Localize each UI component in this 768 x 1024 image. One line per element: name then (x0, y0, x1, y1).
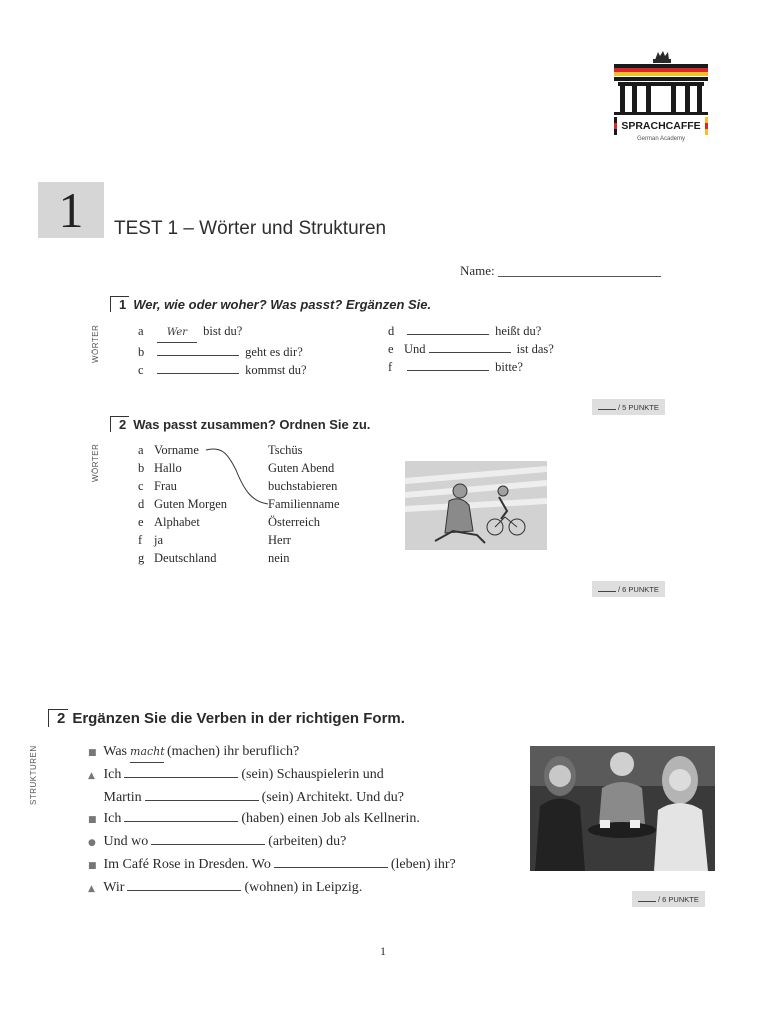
speaker-marker: ■ (88, 815, 97, 825)
item-text: kommst du? (245, 363, 307, 377)
item-letter: f (138, 533, 143, 547)
logo-subtitle-text: German Academy (636, 136, 686, 142)
item-text: Deutschland (154, 551, 217, 565)
exercise-3-sentences (88, 741, 456, 900)
exercise-2-heading (110, 416, 370, 434)
list-item: Herr (268, 533, 291, 547)
item-letter: a (138, 324, 144, 338)
answer-blank[interactable] (124, 809, 238, 822)
item-letter: d (388, 324, 395, 338)
cafe-photo (530, 746, 715, 871)
item-letter: e (138, 515, 144, 529)
item-text: ja (154, 533, 164, 547)
sentence-start: Ich (103, 811, 122, 826)
points-box (592, 399, 665, 415)
list-item: Österreich (268, 515, 321, 529)
item-letter: c (138, 479, 144, 493)
item-text: heißt du? (495, 324, 542, 338)
list-item (88, 808, 456, 831)
sentence-start: Martin (103, 790, 142, 805)
item-prefix: Und (404, 342, 426, 356)
item-text: bist du? (203, 324, 243, 338)
speaker-marker: ● (88, 838, 96, 848)
matching-line (200, 440, 270, 510)
name-label: Name: (460, 263, 495, 278)
exercise-title: Ergänzen Sie die Verben in der richtigen Form. (72, 710, 405, 727)
speaker-marker: ▲ (88, 771, 95, 781)
answer-blank[interactable] (274, 855, 388, 868)
sentence-end: (haben) einen Job als Kellnerin. (241, 811, 420, 826)
logo-brand-text: SPRACHCAFFE (621, 120, 701, 132)
list-item: Familienname (268, 497, 340, 511)
list-item (88, 787, 456, 808)
item-letter: b (138, 461, 145, 475)
page-number: 1 (380, 944, 386, 958)
points-blank[interactable] (598, 402, 616, 410)
list-item: Tschüs (268, 443, 303, 457)
sentence-start: Was (103, 744, 128, 759)
matching-right-column (268, 441, 340, 567)
item-text: Vorname (154, 443, 199, 457)
answer-blank[interactable] (145, 788, 259, 801)
exercise-number: 2 (48, 709, 68, 727)
sentence-start: Und wo (103, 834, 149, 849)
list-item (138, 549, 227, 567)
item-letter: a (138, 443, 144, 457)
answer-blank[interactable] (151, 832, 265, 845)
exercise-title: Was passt zusammen? Ordnen Sie zu. (133, 417, 371, 432)
list-item (88, 877, 456, 900)
item-text: bitte? (495, 360, 523, 374)
list-item (138, 361, 307, 379)
exercise-1-heading (110, 296, 431, 314)
sentence-start: Ich (103, 767, 122, 782)
item-text: ist das? (516, 342, 554, 356)
list-item: Guten Abend (268, 461, 335, 475)
exercise-1-right-column (388, 322, 554, 376)
sentence-end: (leben) ihr? (390, 857, 456, 872)
list-item (388, 340, 554, 358)
answer-blank[interactable] (157, 343, 239, 356)
list-item (388, 322, 554, 340)
sentence-end: (machen) ihr beruflich? (167, 744, 300, 759)
list-item: buchstabieren (268, 479, 338, 493)
unit-number: 1 (58, 182, 84, 238)
item-text: Alphabet (154, 515, 200, 529)
item-text: Frau (154, 479, 177, 493)
answer-blank[interactable] (127, 878, 241, 891)
item-text: Hallo (154, 461, 182, 475)
list-item (138, 322, 307, 343)
points-box (592, 581, 665, 597)
answer-blank[interactable] (157, 361, 239, 374)
exercise-title: Wer, wie oder woher? Was passt? Ergänzen Sie. (133, 297, 432, 312)
item-text: geht es dir? (245, 345, 303, 359)
sentence-start: Wir (103, 880, 125, 895)
answer-blank[interactable] (429, 340, 511, 353)
list-item (88, 831, 456, 854)
list-item (88, 764, 456, 787)
list-item (138, 531, 227, 549)
speaker-marker: ■ (88, 861, 97, 871)
exercise-number: 1 (110, 296, 129, 312)
side-label-woerter: WÖRTER (91, 324, 100, 363)
answer-blank[interactable] (407, 322, 489, 335)
answer-blank[interactable]: macht (130, 741, 164, 763)
points-blank[interactable] (638, 894, 656, 902)
speaker-marker: ■ (88, 748, 97, 758)
sprachcaffe-logo (606, 44, 716, 164)
side-label-woerter: WÖRTER (91, 443, 100, 482)
sentence-end: (sein) Schauspielerin und (241, 767, 384, 782)
list-item (88, 854, 456, 877)
points-label: / 5 PUNKTE (618, 403, 659, 412)
points-box (632, 891, 705, 907)
sentence-end: (sein) Architekt. Und du? (261, 790, 404, 805)
sentence-end: (arbeiten) du? (268, 834, 347, 849)
sentence-end: (wohnen) in Leipzig. (244, 880, 363, 895)
list-item (88, 741, 456, 764)
test-title: TEST 1 – Wörter und Strukturen (114, 218, 387, 239)
sentence-start: Im Café Rose in Dresden. Wo (103, 857, 271, 872)
list-item (388, 358, 554, 376)
item-letter: g (138, 551, 145, 565)
side-label-strukturen: STRUKTUREN (29, 745, 38, 805)
points-blank[interactable] (598, 584, 616, 592)
exercise-1-left-column (138, 322, 307, 379)
speaker-marker: ▲ (88, 884, 95, 894)
item-letter: f (388, 360, 393, 374)
answer-blank[interactable] (407, 358, 489, 371)
exercise-3-heading (48, 710, 405, 728)
answer-blank[interactable] (124, 765, 238, 778)
list-item (138, 343, 307, 361)
item-letter: b (138, 345, 145, 359)
answer-blank[interactable]: Wer (157, 324, 197, 343)
list-item (138, 513, 227, 531)
cyclists-illustration (405, 461, 547, 550)
item-letter: c (138, 363, 144, 377)
name-field-line[interactable] (498, 276, 661, 277)
points-label: / 6 PUNKTE (658, 895, 699, 904)
list-item: nein (268, 551, 290, 565)
item-text: Guten Morgen (154, 497, 228, 511)
exercise-number: 2 (110, 416, 129, 432)
points-label: / 6 PUNKTE (618, 585, 659, 594)
item-letter: e (388, 342, 394, 356)
item-letter: d (138, 497, 145, 511)
